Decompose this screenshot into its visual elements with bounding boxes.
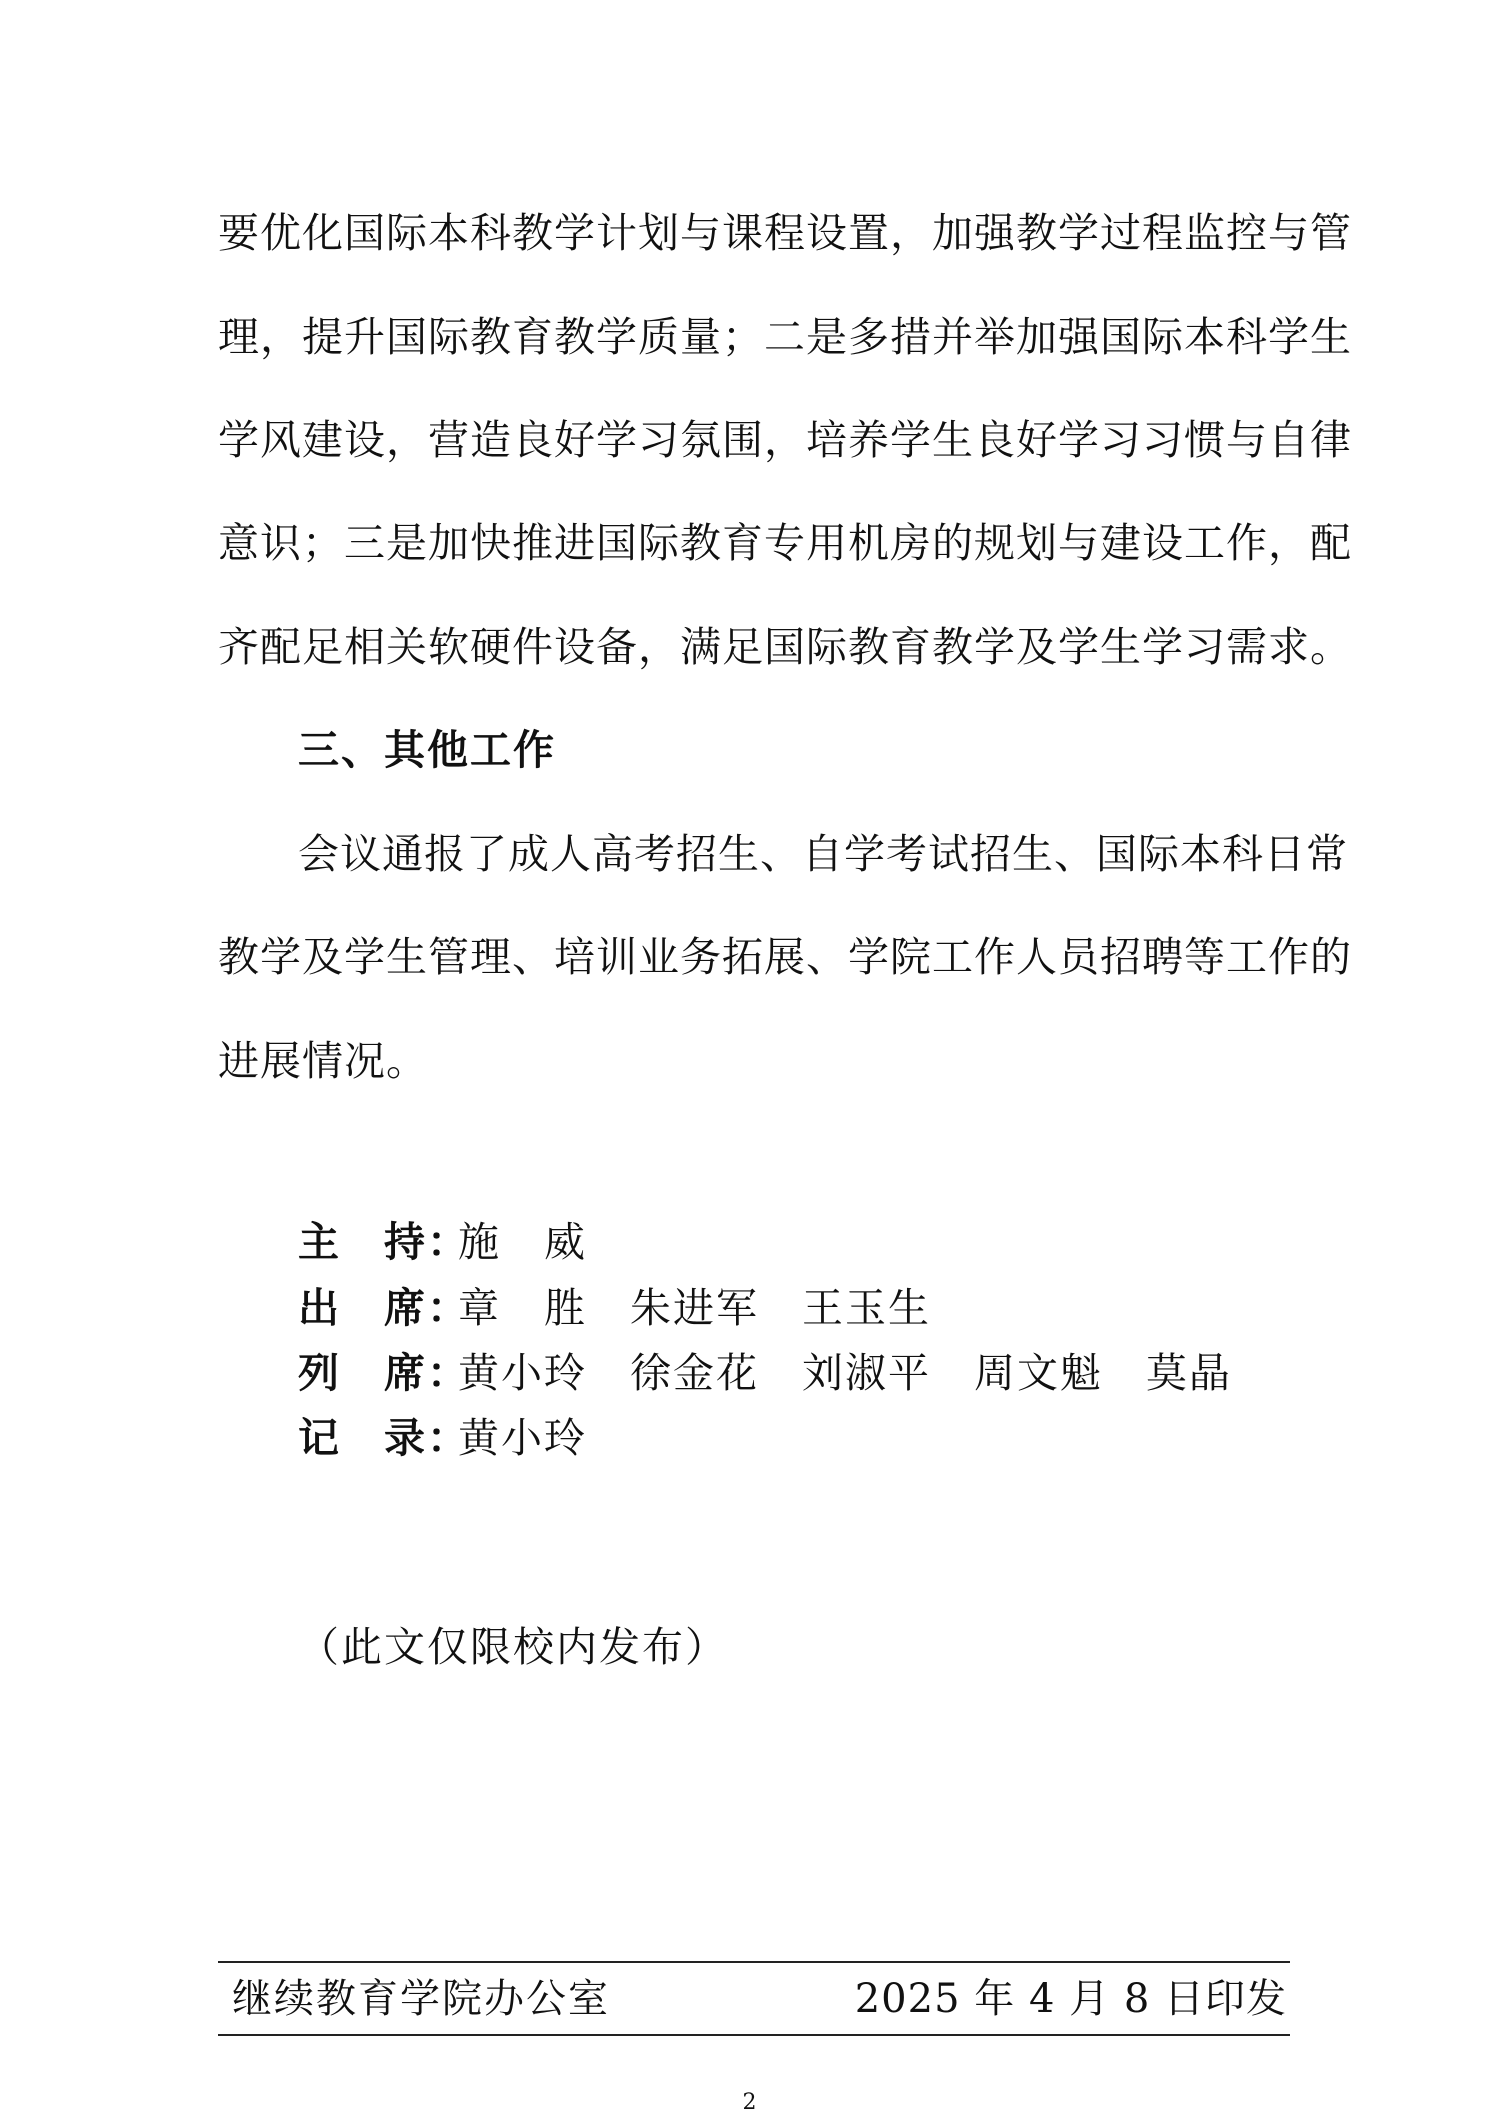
paragraph-line: 理，提升国际教育教学质量；二是多措并举加强国际本科学生: [218, 313, 1352, 361]
paragraph-line: 意识；三是加快推进国际教育专用机房的规划与建设工作，配: [218, 519, 1352, 567]
footer-bottom-rule: [218, 2034, 1290, 2036]
attendance-attending: [298, 1348, 1232, 1398]
page-number: 2: [742, 2090, 757, 2115]
paragraph-line: 学风建设，营造良好学习氛围，培养学生良好学习习惯与自律: [218, 416, 1352, 464]
attendance-role: 主 持：: [298, 1218, 470, 1266]
attendance-names: 章 胜 朱进军 王玉生: [458, 1284, 931, 1332]
paragraph-line: 要优化国际本科教学计划与课程设置，加强教学过程监控与管: [218, 209, 1352, 257]
distribution-note: （此文仅限校内发布）: [298, 1623, 728, 1671]
section-heading: 三、其他工作: [298, 726, 556, 774]
footer-top-rule: [218, 1961, 1290, 1963]
attendance-host: [298, 1217, 587, 1267]
attendance-recorder: [298, 1413, 587, 1463]
attendance-names: 黄小玲 徐金花 刘淑平 周文魁 莫晶: [458, 1349, 1232, 1397]
footer-date: 2025 年 4 月 8 日印发: [854, 1976, 1287, 2022]
attendance-role: 记 录：: [298, 1414, 470, 1462]
paragraph-line: 会议通报了成人高考招生、自学考试招生、国际本科日常: [298, 830, 1348, 878]
attendance-role: 列 席：: [298, 1349, 470, 1397]
attendance-names: 施 威: [458, 1218, 587, 1266]
paragraph-line: 齐配足相关软硬件设备，满足国际教育教学及学生学习需求。: [218, 623, 1352, 671]
attendance-present: [298, 1283, 931, 1333]
footer-issuer: 继续教育学院办公室: [232, 1976, 610, 2022]
attendance-names: 黄小玲: [458, 1414, 587, 1462]
paragraph-line: 进展情况。: [218, 1037, 428, 1085]
attendance-role: 出 席：: [298, 1284, 470, 1332]
paragraph-line: 教学及学生管理、培训业务拓展、学院工作人员招聘等工作的: [218, 933, 1352, 981]
